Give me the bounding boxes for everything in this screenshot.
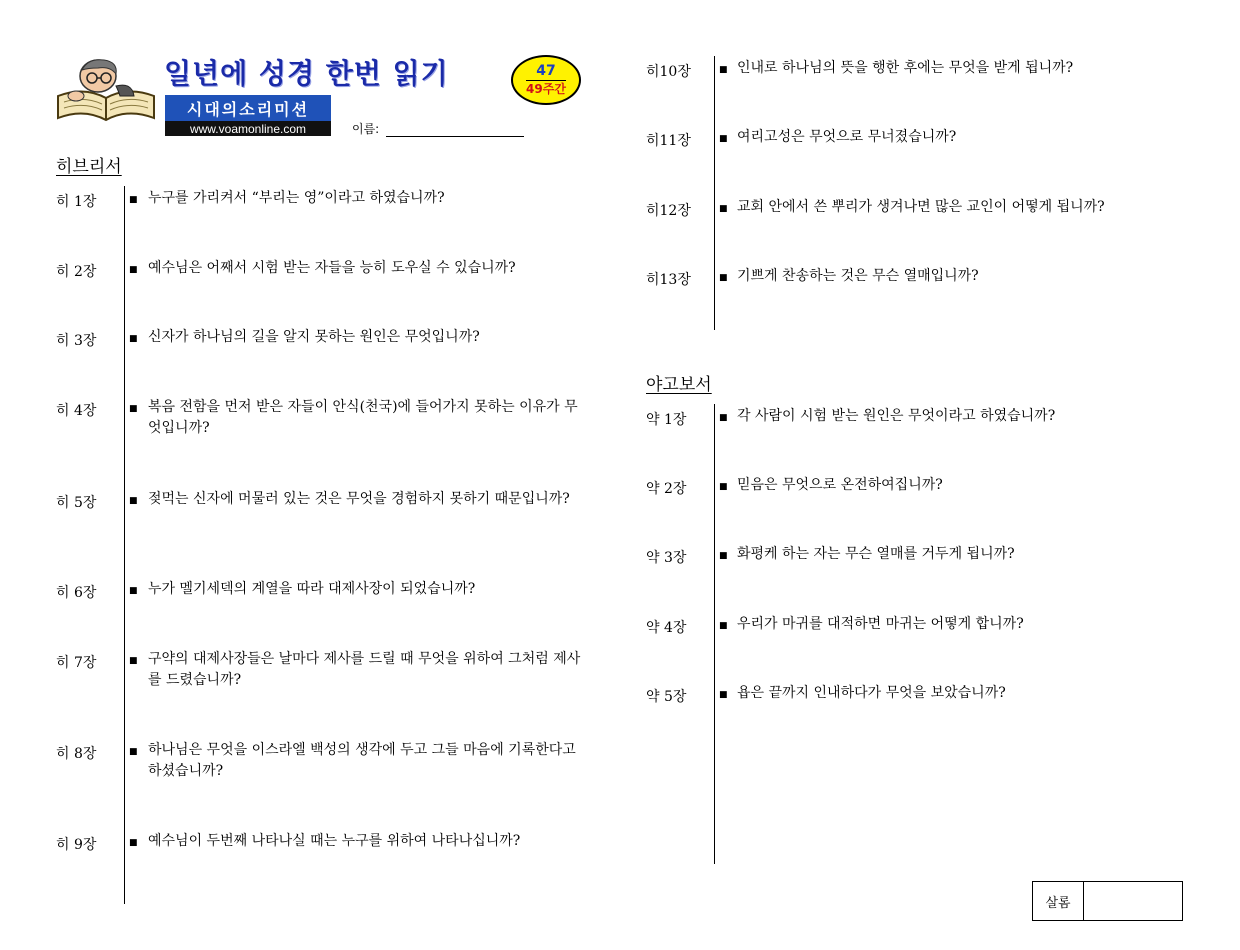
question-text: 화평케 하는 자는 무슨 열매를 거두게 됩니까? — [737, 546, 1015, 562]
page-title: 일년에 성경 한번 읽기 — [164, 57, 449, 90]
question-chapter: 히 5장 — [56, 495, 97, 511]
question-chapter: 히12장 — [646, 203, 691, 219]
question-text: 예수님이 두번째 나타나실 때는 누구를 위하여 나타나십니까? — [148, 833, 521, 849]
bullet-icon: ■ — [129, 656, 138, 666]
badge-week: 49주간 — [526, 82, 566, 96]
question-text: 젖먹는 신자에 머물러 있는 것은 무엇을 경험하지 못하기 때문입니까? — [148, 491, 570, 507]
bullet-icon: ■ — [129, 404, 138, 414]
bullet-icon: ■ — [719, 621, 728, 631]
name-label: 이름: — [352, 122, 380, 136]
question-chapter: 히 1장 — [56, 194, 97, 210]
bullet-icon: ■ — [129, 195, 138, 205]
question-chapter: 히13장 — [646, 272, 691, 288]
question-text: 믿음은 무엇으로 온전하여집니까? — [737, 477, 943, 493]
question-text: 복음 전함을 먼저 받은 자들이 안식(천국)에 들어가지 못하는 이유가 무엇입니까? — [148, 399, 578, 436]
bullet-icon: ■ — [719, 551, 728, 561]
week-badge — [511, 55, 581, 105]
question-chapter: 히 9장 — [56, 837, 97, 853]
question-text: 구약의 대제사장들은 날마다 제사를 드릴 때 무엇을 위하여 그처럼 제사를 드렸습니까? — [148, 651, 581, 688]
signature-label: 살롬 — [1033, 882, 1084, 920]
bullet-icon: ■ — [129, 747, 138, 757]
question-text: 각 사람이 시험 받는 원인은 무엇이라고 하였습니까? — [737, 408, 1056, 424]
question-chapter: 히10장 — [646, 64, 691, 80]
question-text: 인내로 하나님의 뜻을 행한 후에는 무엇을 받게 됩니까? — [737, 60, 1074, 76]
bullet-icon: ■ — [129, 586, 138, 596]
bullet-icon: ■ — [719, 204, 728, 214]
bullet-icon: ■ — [719, 273, 728, 283]
bullet-icon: ■ — [719, 482, 728, 492]
signature-field[interactable] — [1084, 882, 1182, 920]
question-text: 우리가 마귀를 대적하면 마귀는 어떻게 합니까? — [737, 616, 1024, 632]
bullet-icon: ■ — [129, 265, 138, 275]
question-chapter: 히 3장 — [56, 333, 97, 349]
question-chapter: 히 8장 — [56, 746, 97, 762]
badge-number: 47 — [526, 63, 565, 81]
mission-banner: 시대의소리미션 — [165, 95, 331, 121]
signature-box — [1032, 881, 1183, 921]
section-title-hebrews: 히브리서 — [56, 157, 122, 177]
bullet-icon: ■ — [719, 690, 728, 700]
question-text: 신자가 하나님의 길을 알지 못하는 원인은 무엇입니까? — [148, 329, 480, 345]
reading-man-icon — [54, 56, 158, 126]
bullet-icon: ■ — [719, 413, 728, 423]
column-divider-left — [124, 186, 125, 904]
bullet-icon: ■ — [719, 134, 728, 144]
question-chapter: 약 5장 — [646, 689, 687, 705]
name-field[interactable] — [386, 136, 524, 137]
question-chapter: 약 4장 — [646, 620, 687, 636]
question-text: 하나님은 무엇을 이스라엘 백성의 생각에 두고 그들 마음에 기록한다고 하셨습니까? — [148, 742, 576, 779]
bullet-icon: ■ — [129, 334, 138, 344]
question-chapter: 약 1장 — [646, 412, 687, 428]
question-text: 교회 안에서 쓴 뿌리가 생겨나면 많은 교인이 어떻게 됩니까? — [737, 199, 1105, 215]
question-chapter: 히 4장 — [56, 403, 97, 419]
question-text: 기쁘게 찬송하는 것은 무슨 열매입니까? — [737, 268, 979, 284]
bullet-icon: ■ — [129, 838, 138, 848]
question-chapter: 히 6장 — [56, 585, 97, 601]
bullet-icon: ■ — [719, 65, 728, 75]
column-divider-right-top — [714, 56, 715, 330]
question-chapter: 약 3장 — [646, 550, 687, 566]
question-text: 예수님은 어째서 시험 받는 자들을 능히 도우실 수 있습니까? — [148, 260, 516, 276]
question-chapter: 히11장 — [646, 133, 691, 149]
column-divider-right-bottom — [714, 404, 715, 864]
question-text: 누가 멜기세덱의 계열을 따라 대제사장이 되었습니까? — [148, 581, 476, 597]
question-text: 여리고성은 무엇으로 무너졌습니까? — [737, 129, 957, 145]
question-chapter: 히 7장 — [56, 655, 97, 671]
question-chapter: 히 2장 — [56, 264, 97, 280]
question-chapter: 약 2장 — [646, 481, 687, 497]
question-text: 욥은 끝까지 인내하다가 무엇을 보았습니까? — [737, 685, 1006, 701]
bullet-icon: ■ — [129, 496, 138, 506]
question-text: 누구를 가리켜서 “부리는 영”이라고 하였습니까? — [148, 190, 445, 206]
section-title-james: 야고보서 — [646, 375, 712, 395]
website-url: www.voamonline.com — [165, 121, 331, 136]
